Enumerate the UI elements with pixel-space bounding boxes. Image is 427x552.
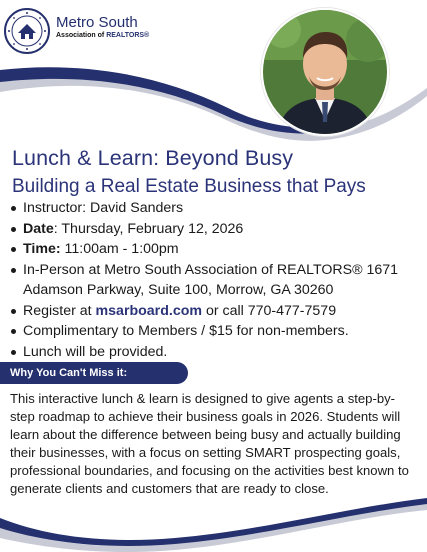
event-subtitle: Building a Real Estate Business that Pays — [12, 176, 366, 197]
register-suffix: or call 770-477-7579 — [202, 302, 337, 319]
instructor-portrait-icon — [263, 10, 387, 134]
org-tagline-brand: REALTORS® — [106, 32, 150, 39]
why-body-text: This interactive lunch & learn is designed to give agents a step-by-step roadmap to achieve their business goals in 2026. Students will learn about the difference between being busy and actually building their businesses, with a focus on setting SMART prospecting goals, professional boundaries, and focusing on the activities best known to generate clients and customers that are ready to close. — [10, 391, 409, 496]
event-details-list — [10, 198, 420, 362]
list-item-instructor: Instructor: David Sanders — [10, 198, 420, 219]
date-value: : Thursday, February 12, 2026 — [53, 220, 244, 237]
why-heading-banner — [0, 362, 188, 384]
association-seal-icon — [4, 8, 50, 54]
list-item-pricing: Complimentary to Members / $15 for non-members. — [10, 321, 420, 342]
register-prefix: Register at — [23, 302, 96, 319]
list-item-lunch: Lunch will be provided. — [10, 342, 420, 363]
instructor-photo — [261, 8, 389, 136]
date-label: Date — [23, 220, 54, 237]
org-tagline — [56, 31, 149, 40]
register-link[interactable]: msarboard.com — [95, 302, 202, 319]
bottom-swoosh — [0, 498, 427, 552]
org-logo-text — [56, 14, 149, 40]
list-item-register — [10, 301, 420, 322]
list-item-date — [10, 219, 420, 240]
org-name: Metro South — [56, 14, 138, 31]
list-item-time — [10, 239, 420, 260]
why-heading: Why You Can't Miss it: — [10, 367, 128, 379]
list-item-location: In-Person at Metro South Association of REALTORS® 1671 Adamson Parkway, Suite 100, Morrow, GA 30260 — [10, 260, 420, 301]
time-value: 11:00am - 1:00pm — [60, 241, 179, 257]
org-tagline-prefix: Association of — [56, 32, 107, 39]
time-label: Time: — [23, 241, 61, 257]
event-title: Lunch & Learn: Beyond Busy — [12, 146, 294, 170]
